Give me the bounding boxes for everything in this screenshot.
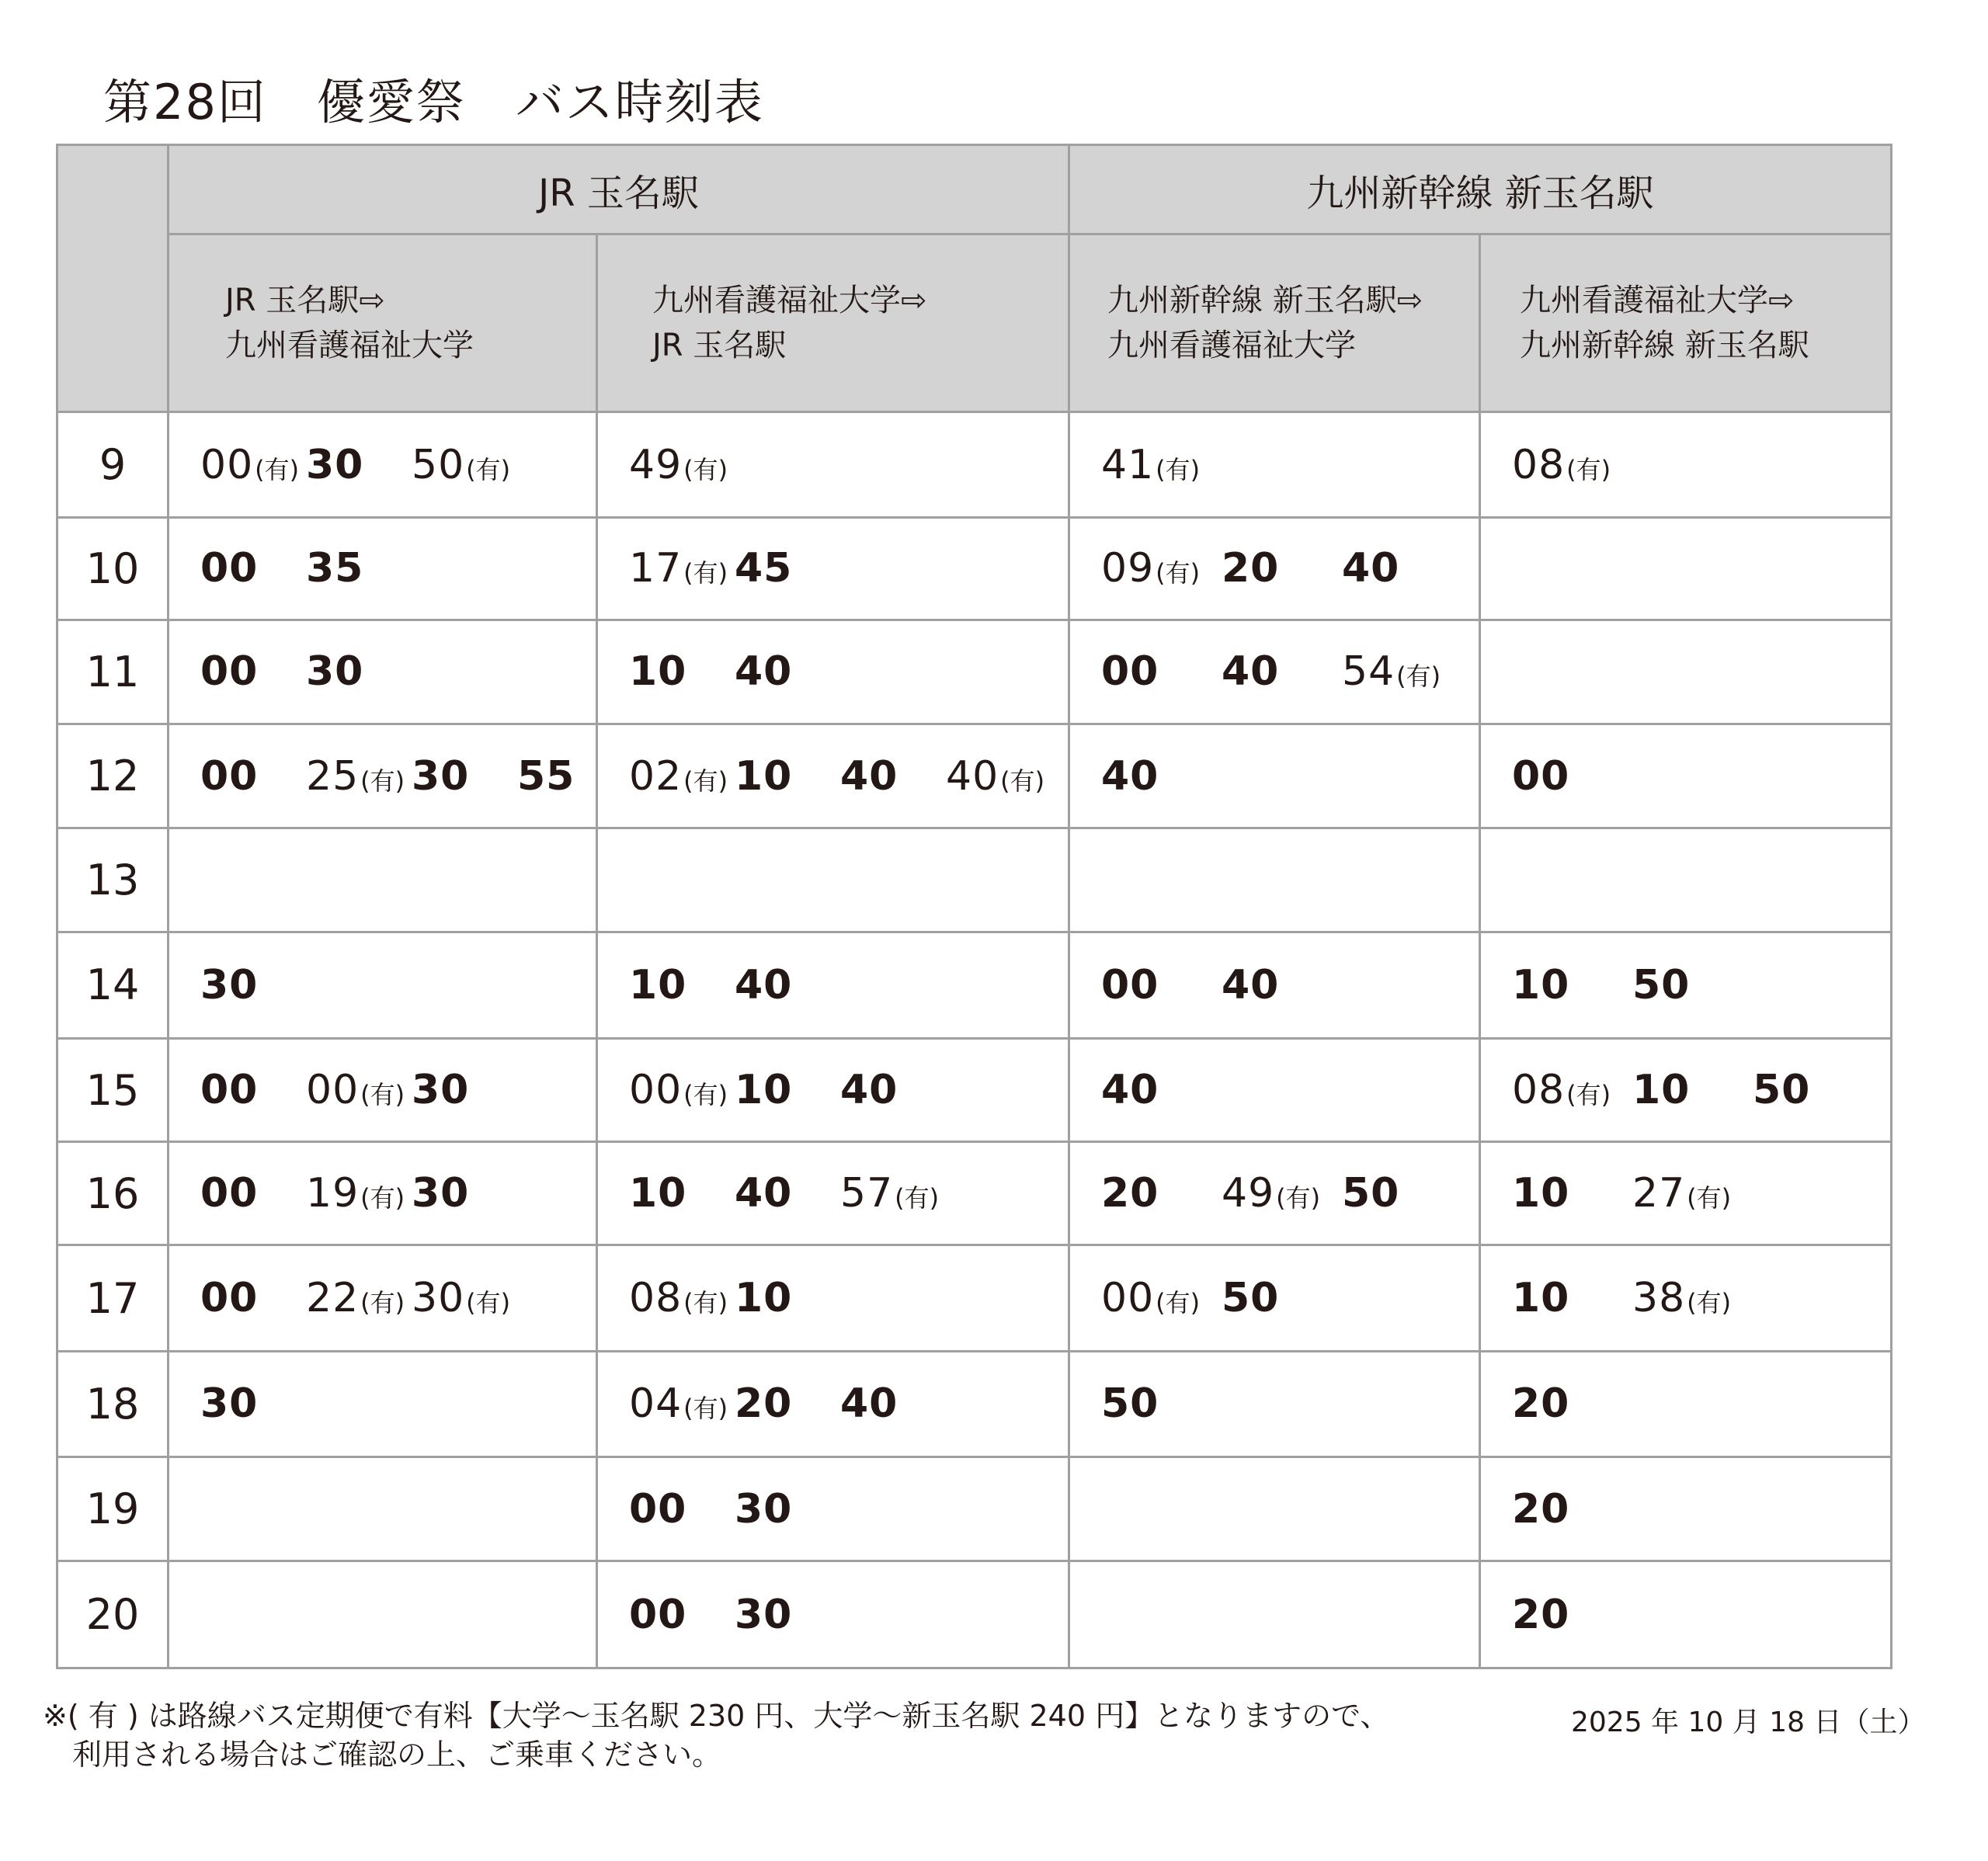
departure-time-paid — [629, 753, 735, 800]
departure-minute: 00 — [1101, 648, 1159, 696]
hour-cell: 13 — [57, 828, 169, 932]
departure-time — [517, 753, 623, 800]
departure-time — [840, 753, 946, 800]
departure-minute: 17 — [629, 545, 683, 592]
paid-mark: (有) — [683, 558, 728, 589]
departure-time — [1101, 1067, 1222, 1113]
departure-minute: 22 — [306, 1275, 360, 1322]
departure-minute: 10 — [735, 1275, 793, 1322]
departure-cell — [1069, 932, 1480, 1038]
departure-time — [629, 1486, 735, 1533]
departure-time-paid — [1632, 1275, 1753, 1321]
paid-mark: (有) — [360, 1288, 405, 1318]
departure-time-paid — [1101, 1275, 1222, 1321]
departure-minute: 19 — [306, 1170, 360, 1217]
paid-mark: (有) — [1566, 454, 1611, 484]
departure-time-paid — [306, 1067, 412, 1113]
route-header-line: 九州看護福祉大学 — [1107, 328, 1356, 363]
departure-cell — [1480, 828, 1892, 932]
departure-minute: 00 — [1512, 752, 1570, 800]
departure-minute: 08 — [629, 1275, 683, 1322]
departure-minute: 20 — [1512, 1591, 1570, 1638]
departure-time-paid — [1222, 1170, 1342, 1217]
issue-date: 2025 年 10 月 18 日（土） — [1571, 1706, 1926, 1738]
departure-time-paid — [629, 442, 735, 488]
departure-time — [412, 1170, 517, 1217]
route-header-line: 九州新幹線 新玉名駅 — [1520, 328, 1809, 363]
departure-cell — [1069, 1245, 1480, 1351]
departure-minute: 30 — [735, 1591, 793, 1638]
departure-minute: 10 — [629, 648, 687, 696]
departure-time — [735, 1380, 840, 1427]
footnote — [43, 1696, 1389, 1774]
departure-minute: 10 — [1632, 1067, 1691, 1114]
departure-cell — [597, 1142, 1069, 1245]
departure-time — [1512, 1275, 1632, 1321]
paid-mark: (有) — [466, 454, 511, 484]
timetable-row — [57, 1351, 1892, 1457]
departure-minute: 00 — [1101, 1275, 1155, 1322]
departure-minute: 50 — [1753, 1067, 1811, 1114]
departure-minute: 30 — [412, 1170, 470, 1217]
departure-time — [735, 1170, 840, 1217]
departure-cell — [1480, 1351, 1892, 1457]
departure-time — [629, 1170, 735, 1217]
departure-time — [1342, 1170, 1462, 1217]
departure-time — [735, 1275, 840, 1321]
departure-time — [1512, 753, 1632, 800]
departure-minute: 30 — [200, 961, 259, 1009]
departure-cell — [169, 1457, 597, 1561]
departure-cell — [1480, 1142, 1892, 1245]
departure-minute: 20 — [1222, 545, 1280, 592]
departure-minute: 38 — [1632, 1275, 1686, 1322]
timetable-row — [57, 724, 1892, 828]
departure-time — [306, 545, 412, 592]
departure-minute: 30 — [200, 1380, 259, 1428]
departure-minute: 00 — [629, 1591, 687, 1638]
departure-minute: 40 — [735, 648, 793, 696]
departure-time — [840, 1067, 946, 1113]
timetable-row — [57, 828, 1892, 932]
departure-minute: 00 — [200, 1275, 259, 1322]
departure-minute: 20 — [735, 1380, 793, 1428]
departure-time — [1222, 545, 1342, 592]
departure-time-paid — [306, 1275, 412, 1321]
page-title: 第28回 優愛祭 バス時刻表 — [103, 74, 764, 130]
departure-time-paid — [629, 545, 735, 592]
departure-cell — [1480, 620, 1892, 724]
departure-time — [1512, 1592, 1632, 1638]
hour-cell: 11 — [57, 620, 169, 724]
departure-minute: 02 — [629, 752, 683, 800]
departure-time — [629, 648, 735, 695]
departure-minute: 40 — [840, 752, 898, 800]
departure-cell — [597, 1038, 1069, 1141]
departure-cell — [597, 1351, 1069, 1457]
route-header-line: JR 玉名駅⇨ — [225, 283, 385, 318]
departure-time — [1512, 1486, 1632, 1533]
departure-cell — [169, 1561, 597, 1668]
paid-mark: (有) — [1566, 1080, 1611, 1110]
departure-cell — [1069, 1142, 1480, 1245]
departure-cell — [1480, 724, 1892, 828]
paid-mark: (有) — [255, 454, 300, 484]
departure-minute: 00 — [306, 1067, 360, 1114]
route-header-3 — [1069, 234, 1480, 412]
paid-mark: (有) — [1687, 1183, 1732, 1213]
departure-time-paid — [306, 1170, 412, 1217]
departure-minute: 30 — [306, 648, 364, 696]
paid-mark: (有) — [1276, 1183, 1321, 1213]
paid-mark: (有) — [1156, 558, 1201, 589]
departure-time — [1101, 648, 1222, 695]
departure-minute: 55 — [517, 752, 575, 800]
departure-time — [1342, 545, 1462, 592]
departure-cell — [1069, 412, 1480, 518]
departure-minute: 09 — [1101, 545, 1155, 592]
timetable-row — [57, 1457, 1892, 1561]
departure-time — [735, 1592, 840, 1638]
departure-time-paid — [1512, 442, 1632, 488]
departure-cell — [169, 1245, 597, 1351]
departure-minute: 30 — [412, 1067, 470, 1114]
departure-cell — [1069, 1457, 1480, 1561]
departure-minute: 20 — [1512, 1485, 1570, 1533]
route-header-line: JR 玉名駅 — [652, 328, 787, 363]
departure-cell — [597, 724, 1069, 828]
paid-mark: (有) — [683, 454, 728, 484]
departure-cell — [169, 1038, 597, 1141]
departure-minute: 50 — [1342, 1170, 1400, 1217]
departure-time — [1222, 962, 1342, 1009]
departure-minute: 00 — [200, 1170, 259, 1217]
departure-minute: 40 — [1342, 545, 1400, 592]
departure-cell — [597, 932, 1069, 1038]
departure-cell — [1480, 412, 1892, 518]
departure-cell — [1069, 518, 1480, 620]
timetable — [56, 144, 1892, 1669]
departure-time-paid — [1342, 648, 1462, 695]
route-header-line: 九州看護福祉大学 — [225, 328, 474, 363]
timetable-body — [57, 412, 1892, 1668]
departure-time — [1512, 962, 1632, 1009]
departure-time — [1632, 1067, 1753, 1113]
departure-minute: 41 — [1101, 441, 1155, 488]
departure-time-paid — [1101, 545, 1222, 592]
timetable-row — [57, 412, 1892, 518]
departure-time-paid — [629, 1275, 735, 1321]
departure-cell — [1480, 518, 1892, 620]
departure-minute: 35 — [306, 545, 364, 592]
departure-time — [1222, 648, 1342, 695]
departure-cell — [597, 1245, 1069, 1351]
departure-time — [1222, 1275, 1342, 1321]
hour-cell: 9 — [57, 412, 169, 518]
departure-time — [735, 753, 840, 800]
departure-cell — [1480, 1561, 1892, 1668]
departure-time-paid — [629, 1067, 735, 1113]
departure-minute: 30 — [412, 752, 470, 800]
departure-time — [1753, 1067, 1873, 1113]
departure-minute: 27 — [1632, 1170, 1686, 1217]
departure-time-paid — [306, 753, 412, 800]
departure-time — [1512, 1170, 1632, 1217]
departure-minute: 04 — [629, 1380, 683, 1428]
departure-minute: 40 — [1101, 1067, 1159, 1114]
departure-time — [412, 753, 517, 800]
departure-time — [1101, 1380, 1222, 1427]
departure-time — [412, 1067, 517, 1113]
departure-time-paid — [840, 1170, 946, 1217]
departure-minute: 54 — [1342, 648, 1395, 696]
departure-minute: 25 — [306, 752, 360, 800]
departure-cell — [169, 828, 597, 932]
departure-minute: 00 — [629, 1067, 683, 1114]
departure-minute: 20 — [1512, 1380, 1570, 1428]
hour-cell: 20 — [57, 1561, 169, 1668]
departure-minute: 40 — [735, 1170, 793, 1217]
departure-time-paid — [412, 1275, 517, 1321]
departure-minute: 40 — [735, 961, 793, 1009]
departure-minute: 10 — [1512, 961, 1570, 1009]
paid-mark: (有) — [1687, 1288, 1732, 1318]
departure-minute: 49 — [1222, 1170, 1275, 1217]
departure-time — [629, 962, 735, 1009]
paid-mark: (有) — [683, 766, 728, 796]
departure-minute: 10 — [735, 1067, 793, 1114]
departure-time — [1101, 1170, 1222, 1217]
departure-time — [200, 1170, 306, 1217]
paid-mark: (有) — [466, 1288, 511, 1318]
departure-cell — [1069, 1351, 1480, 1457]
paid-mark: (有) — [895, 1183, 940, 1213]
hour-cell: 10 — [57, 518, 169, 620]
paid-mark: (有) — [1396, 661, 1441, 692]
route-header-1 — [169, 234, 597, 412]
timetable-row — [57, 1142, 1892, 1245]
hour-header-cell — [57, 145, 169, 412]
departure-time — [735, 545, 840, 592]
departure-time — [1632, 962, 1753, 1009]
departure-cell — [1069, 1038, 1480, 1141]
departure-cell — [597, 518, 1069, 620]
departure-time-paid — [1101, 442, 1222, 488]
departure-minute: 45 — [735, 545, 793, 592]
route-header-line: 九州新幹線 新玉名駅⇨ — [1107, 283, 1423, 318]
departure-cell — [1069, 1561, 1480, 1668]
route-header-line: 九州看護福祉大学⇨ — [1520, 283, 1795, 318]
departure-minute: 00 — [200, 441, 254, 488]
paid-mark: (有) — [683, 1288, 728, 1318]
timetable-row — [57, 932, 1892, 1038]
departure-time — [629, 1592, 735, 1638]
route-header-2 — [597, 234, 1069, 412]
paid-mark: (有) — [1156, 1288, 1201, 1318]
departure-cell — [169, 518, 597, 620]
paid-mark: (有) — [683, 1394, 728, 1424]
departure-time — [1512, 1380, 1632, 1427]
departure-time — [1101, 753, 1222, 800]
departure-time — [735, 648, 840, 695]
hour-cell: 16 — [57, 1142, 169, 1245]
departure-cell — [1069, 828, 1480, 932]
departure-minute: 40 — [1222, 648, 1280, 696]
group-header-jr-tamana: JR 玉名駅 — [169, 145, 1069, 234]
hour-cell: 17 — [57, 1245, 169, 1351]
departure-minute: 10 — [1512, 1170, 1570, 1217]
departure-minute: 40 — [840, 1067, 898, 1114]
departure-time-paid — [412, 442, 517, 488]
departure-cell — [169, 932, 597, 1038]
departure-cell — [169, 724, 597, 828]
route-header-4 — [1480, 234, 1892, 412]
departure-time — [200, 753, 306, 800]
paid-mark: (有) — [360, 1183, 405, 1213]
departure-time — [840, 1380, 946, 1427]
group-header-shin-tamana: 九州新幹線 新玉名駅 — [1069, 145, 1892, 234]
timetable-row — [57, 1561, 1892, 1668]
departure-minute: 40 — [1222, 961, 1280, 1009]
departure-minute: 10 — [1512, 1275, 1570, 1322]
departure-minute: 00 — [200, 648, 259, 696]
departure-time-paid — [629, 1380, 735, 1427]
departure-minute: 08 — [1512, 1067, 1566, 1114]
departure-minute: 00 — [629, 1485, 687, 1533]
departure-time-paid — [946, 753, 1051, 800]
paid-mark: (有) — [1000, 766, 1045, 796]
departure-time — [200, 1380, 306, 1427]
departure-cell — [1480, 1245, 1892, 1351]
footnote-line-2: 利用される場合はご確認の上、ご乗車ください。 — [72, 1738, 722, 1772]
departure-minute: 50 — [1632, 961, 1691, 1009]
departure-minute: 00 — [1101, 961, 1159, 1009]
departure-minute: 50 — [412, 441, 465, 488]
departure-cell — [1069, 620, 1480, 724]
departure-minute: 20 — [1101, 1170, 1159, 1217]
departure-minute: 57 — [840, 1170, 894, 1217]
departure-cell — [169, 1351, 597, 1457]
departure-minute: 49 — [629, 441, 683, 488]
timetable-row — [57, 1245, 1892, 1351]
timetable-row — [57, 1038, 1892, 1141]
departure-time — [735, 1067, 840, 1113]
departure-minute: 50 — [1101, 1380, 1159, 1428]
departure-cell — [1480, 932, 1892, 1038]
departure-minute: 00 — [200, 1067, 259, 1114]
departure-minute: 10 — [629, 1170, 687, 1217]
hour-cell: 19 — [57, 1457, 169, 1561]
departure-minute: 30 — [412, 1275, 465, 1322]
departure-minute: 10 — [735, 752, 793, 800]
departure-cell — [597, 828, 1069, 932]
departure-cell — [1480, 1038, 1892, 1141]
timetable-row — [57, 620, 1892, 724]
departure-minute: 30 — [306, 441, 364, 488]
hour-cell: 12 — [57, 724, 169, 828]
departure-time — [306, 442, 412, 488]
departure-time — [735, 1486, 840, 1533]
departure-cell — [169, 412, 597, 518]
hour-cell: 18 — [57, 1351, 169, 1457]
paid-mark: (有) — [360, 766, 405, 796]
hour-cell: 15 — [57, 1038, 169, 1141]
departure-time-paid — [1632, 1170, 1753, 1217]
departure-cell — [169, 620, 597, 724]
departure-minute: 00 — [200, 545, 259, 592]
departure-time — [200, 1275, 306, 1321]
departure-minute: 10 — [629, 961, 687, 1009]
footnote-line-1: ※( 有 ) は路線バス定期便で有料【大学〜玉名駅 230 円、大学〜新玉名駅 240 円】となりますので、 — [43, 1699, 1390, 1733]
departure-time — [200, 1067, 306, 1113]
departure-cell — [169, 1142, 597, 1245]
departure-time — [200, 545, 306, 592]
departure-minute: 08 — [1512, 441, 1566, 488]
departure-time — [200, 962, 306, 1009]
timetable-row — [57, 518, 1892, 620]
departure-minute: 00 — [200, 752, 259, 800]
departure-time — [200, 648, 306, 695]
route-header-line: 九州看護福祉大学⇨ — [652, 283, 927, 318]
departure-time — [735, 962, 840, 1009]
hour-cell: 14 — [57, 932, 169, 1038]
departure-minute: 40 — [1101, 752, 1159, 800]
departure-minute: 50 — [1222, 1275, 1280, 1322]
departure-cell — [597, 1561, 1069, 1668]
departure-time — [306, 648, 412, 695]
departure-time-paid — [1512, 1067, 1632, 1113]
departure-cell — [1480, 1457, 1892, 1561]
paid-mark: (有) — [360, 1080, 405, 1110]
departure-time-paid — [200, 442, 306, 488]
departure-cell — [1069, 724, 1480, 828]
departure-minute: 40 — [840, 1380, 898, 1428]
paid-mark: (有) — [1156, 454, 1201, 484]
paid-mark: (有) — [683, 1080, 728, 1110]
departure-minute: 30 — [735, 1485, 793, 1533]
departure-cell — [597, 620, 1069, 724]
departure-cell — [597, 412, 1069, 518]
departure-minute: 40 — [946, 752, 999, 800]
departure-time — [1101, 962, 1222, 1009]
departure-cell — [597, 1457, 1069, 1561]
